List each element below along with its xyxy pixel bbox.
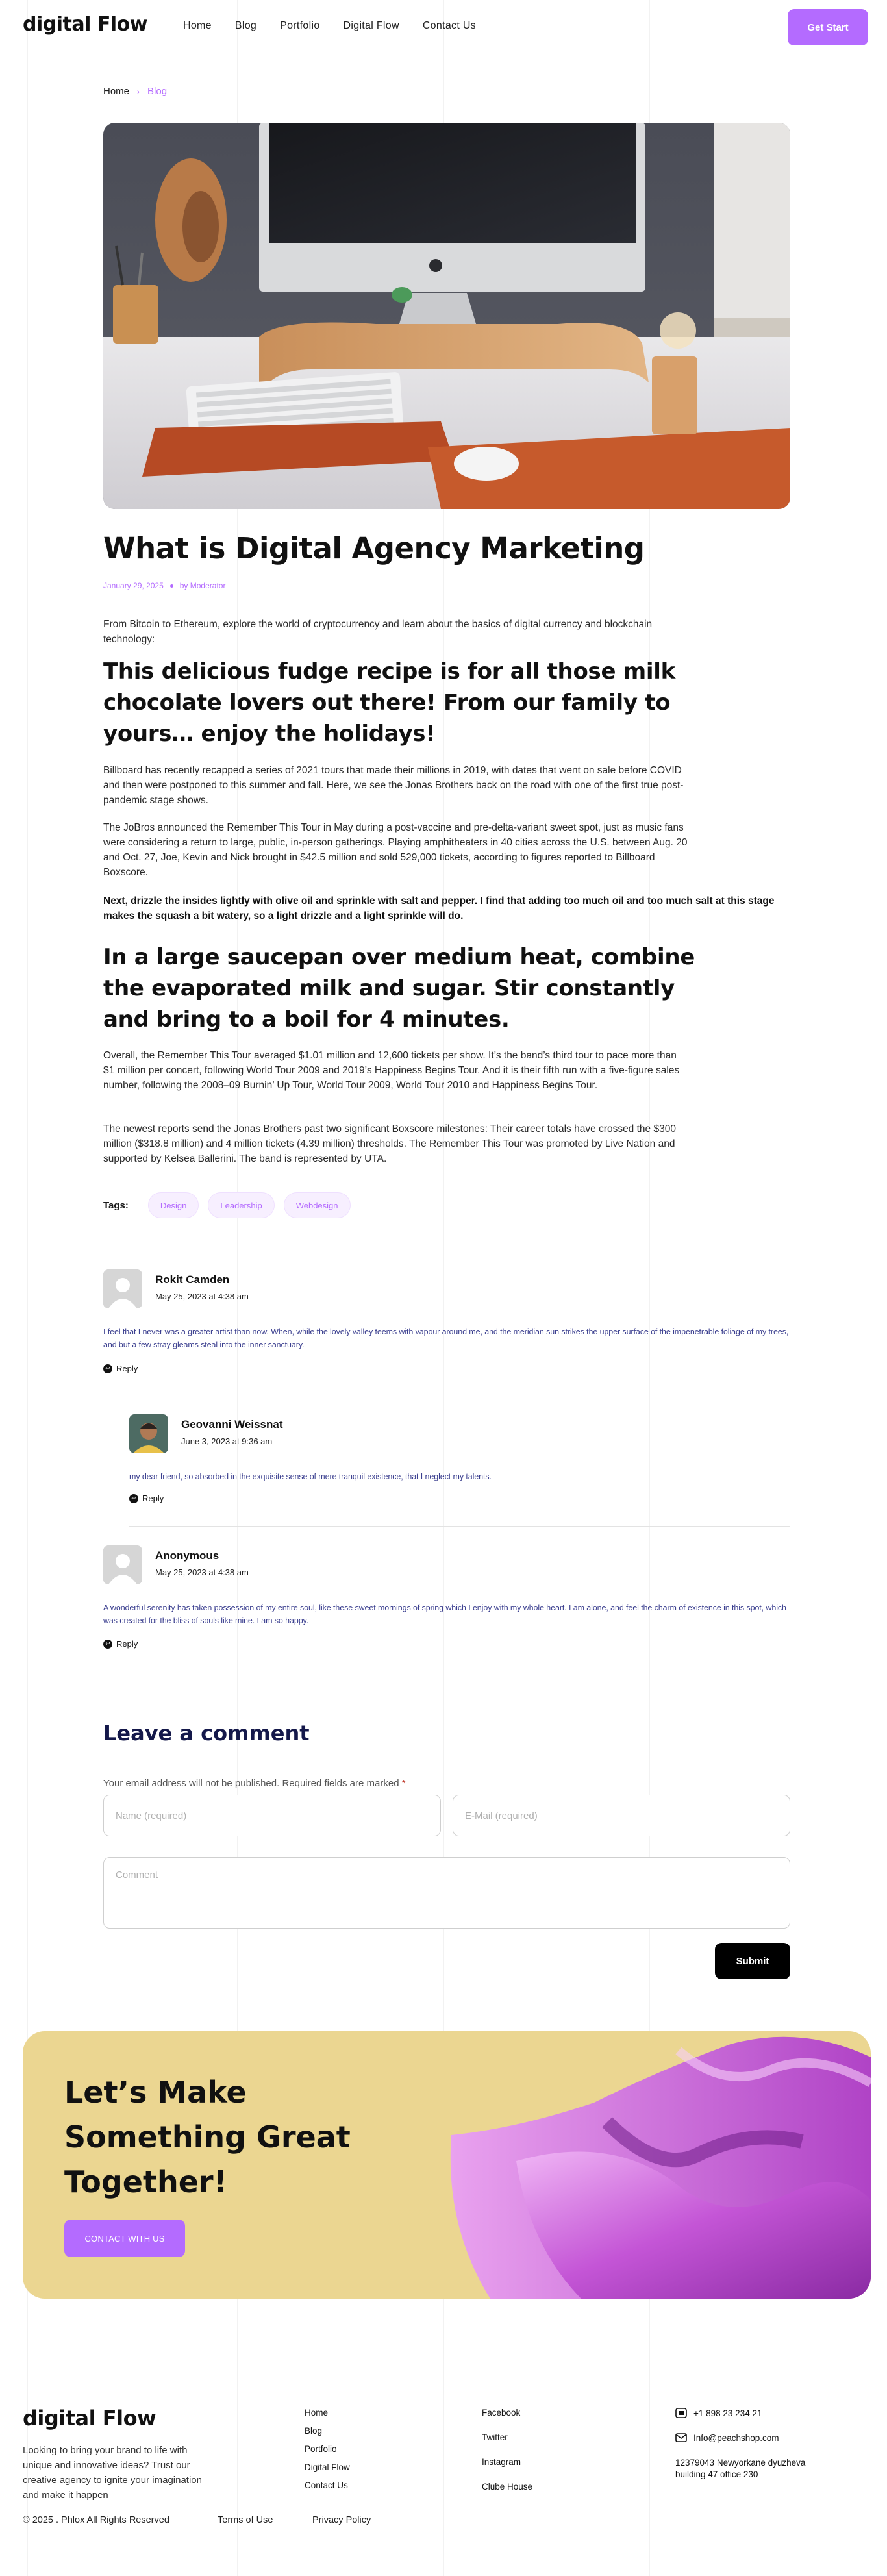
post-author[interactable]: by Moderator (179, 581, 226, 590)
nav-blog[interactable]: Blog (234, 20, 257, 31)
phone-text: +1 898 23 234 21 (693, 2408, 762, 2418)
footer-social-clubhouse[interactable]: Clube House (482, 2482, 533, 2492)
footer-social-twitter[interactable]: Twitter (482, 2432, 508, 2442)
tag-leadership[interactable]: Leadership (208, 1192, 274, 1218)
footer-link-home[interactable]: Home (305, 2408, 329, 2418)
comment-text: I feel that I never was a greater artist than now. When, while the lovely valley teems with vapour around me, and the meridian sun strikes the upper surface of the impenetrable foliage of my trees, and but a few stray gleams steal into the inner sanctuary. (103, 1327, 789, 1349)
email-input[interactable] (453, 1795, 790, 1836)
tag-design[interactable]: Design (148, 1192, 199, 1218)
avatar (103, 1269, 142, 1308)
desk-illustration (103, 123, 790, 509)
comment-date[interactable]: June 3, 2023 at 9:36 am (181, 1436, 273, 1446)
required-mark: * (401, 1778, 406, 1789)
chevron-right-icon: › (137, 86, 140, 96)
leave-comment-title: Leave a comment (103, 1721, 310, 1745)
footer-social-facebook[interactable]: Facebook (482, 2408, 521, 2418)
post-heading-2: In a large saucepan over medium heat, combine the evaporated milk and sugar. Stir constantly and bring to a boil for 4 minutes. (103, 944, 695, 1032)
get-start-button[interactable]: Get Start (788, 9, 868, 45)
reply-label: Reply (142, 1494, 164, 1503)
post-paragraph-1: Billboard has recently recapped a series of 2021 tours that made their millions in 2019, with dates that went on sale before COVID and then were postponed to this summer and fall. Here, we see the Jonas Brothers back on the road with one of the first true post-pandemic stage shows. (103, 765, 684, 806)
post-featured-image (103, 123, 790, 509)
post-title: What is Digital Agency Marketing (103, 531, 645, 566)
post-heading-1: This delicious fudge recipe is for all those milk chocolate lovers out there! From our family to yours… enjoy the holidays! (103, 658, 675, 747)
post-meta (103, 581, 225, 590)
contact-with-us-button[interactable]: CONTACT WITH US (64, 2220, 185, 2257)
footer-link-portfolio[interactable]: Portfolio (305, 2444, 337, 2454)
submit-button[interactable]: Submit (715, 1943, 790, 1979)
footer-phone[interactable] (675, 2408, 818, 2418)
post-paragraph-3: Overall, the Remember This Tour averaged $1.01 million and 12,600 tickets per show. It’s the band’s third tour to pace more than $1 million per concert, following World Tour 2009 and 2019’s Happiness Begins Tour. And it is their fifth run with a five-figure sales number, following the 2008–09 Burnin’ Up Tour, World Tour 2009, World Tour 2010 and Happiness Begins Tour. (103, 1050, 680, 1091)
phone-icon (675, 2408, 687, 2418)
logo[interactable]: digital Flow (23, 13, 147, 36)
nav-contact-us[interactable]: Contact Us (422, 20, 476, 31)
comment-date[interactable]: May 25, 2023 at 4:38 am (155, 1568, 249, 1577)
site-header (0, 0, 887, 55)
tags-label: Tags: (103, 1199, 129, 1211)
comment-textarea[interactable] (103, 1857, 790, 1929)
footer-address: 12379043 Newyorkane dyuzheva building 47 office 230 (675, 2458, 806, 2479)
post-bold-paragraph: Next, drizzle the insides lightly with olive oil and sprinkle with salt and pepper. I find that adding too much oil and too much salt at this stage makes the squash a bit watery, so a light drizzle and a light sprinkle will do. (103, 895, 775, 921)
footer-social-instagram[interactable]: Instagram (482, 2457, 521, 2467)
footer-social (482, 2408, 532, 2492)
avatar (103, 1545, 142, 1584)
copyright: © 2025 . Phlox All Rights Reserved (23, 2515, 169, 2525)
comment-author: Geovanni Weissnat (181, 1418, 283, 1431)
post-paragraph-4: The newest reports send the Jonas Brothers past two significant Boxscore milestones: Their career totals have crossed the $300 million ($318.8 million) and 4 million tickets (4.39 million) thresholds. The Remember This Tour was promoted by Live Nation and supported by Kelsea Ballerini. The band is represented by UTA. (103, 1123, 676, 1164)
comment-text: my dear friend, so absorbed in the exquisite sense of mere tranquil existence, that I neglect my talents. (129, 1472, 492, 1481)
email-text: Info@peachshop.com (693, 2432, 779, 2443)
footer-logo[interactable]: digital Flow (23, 2406, 156, 2431)
comment-date[interactable]: May 25, 2023 at 4:38 am (155, 1292, 249, 1301)
footer-link-digital-flow[interactable]: Digital Flow (305, 2462, 350, 2472)
mail-icon (675, 2432, 687, 2443)
nav-digital-flow[interactable]: Digital Flow (343, 20, 399, 31)
avatar (129, 1414, 168, 1453)
comment-divider (129, 1526, 790, 1527)
footer-description: Looking to bring your brand to life with unique and innovative ideas? Trust our creative agency to ignite your imagination and make it happen (23, 2445, 202, 2501)
reply-button[interactable] (103, 1364, 138, 1373)
nav-portfolio[interactable]: Portfolio (280, 20, 320, 31)
post-tags (103, 1192, 351, 1218)
comment-reply-item (129, 1414, 790, 1512)
main-nav (183, 20, 499, 32)
reply-label: Reply (116, 1364, 138, 1373)
meta-separator (170, 584, 173, 588)
reply-icon: ↩ (103, 1640, 112, 1649)
post-paragraph-2: The JoBros announced the Remember This Tour in May during a post-vaccine and pre-delta-variant sweet spot, just as music fans were considering a return to large, public, in-person gatherings. Playing amphitheaters in 40 cities across the U.S. between Aug. 20 and Oct. 27, Joe, Kevin and Nick brought in $42.5 million and sold 529,000 tickets, according to figures reported to Billboard Boxscore. (103, 822, 688, 878)
terms-link[interactable]: Terms of Use (218, 2515, 273, 2525)
note-text: Your email address will not be published. Required fields are marked (103, 1778, 399, 1789)
footer-link-blog[interactable]: Blog (305, 2426, 323, 2436)
nav-home[interactable]: Home (183, 20, 212, 31)
breadcrumb (103, 86, 167, 97)
breadcrumb-home[interactable]: Home (103, 86, 130, 97)
breadcrumb-current: Blog (147, 86, 168, 97)
reply-button[interactable] (129, 1494, 164, 1503)
cta-title: Let’s Make Something Great Together! (64, 2075, 351, 2199)
reply-icon: ↩ (103, 1364, 112, 1373)
name-input[interactable] (103, 1795, 441, 1836)
footer-link-contact-us[interactable]: Contact Us (305, 2481, 348, 2490)
privacy-link[interactable]: Privacy Policy (312, 2515, 371, 2525)
comment-author: Rokit Camden (155, 1273, 230, 1286)
footer-email[interactable] (675, 2432, 818, 2443)
reply-icon: ↩ (129, 1494, 138, 1503)
comment-item (103, 1545, 790, 1656)
comment-item (103, 1269, 790, 1380)
footer-links (305, 2408, 350, 2490)
comment-text: A wonderful serenity has taken possession of my entire soul, like these sweet mornings of spring which I enjoy with my whole heart. I am alone, and feel the charm of existence in this spot, which was created for the bliss of souls like mine. I am so happy. (103, 1603, 786, 1625)
cta-banner (23, 2031, 871, 2299)
post-intro: From Bitcoin to Ethereum, explore the world of cryptocurrency and learn about the basics of digital currency and blockchain technology: (103, 619, 653, 645)
comment-author: Anonymous (155, 1549, 219, 1562)
footer-contact (675, 2408, 818, 2481)
leave-comment-note (103, 1778, 406, 1789)
reply-button[interactable] (103, 1639, 138, 1649)
reply-label: Reply (116, 1639, 138, 1649)
post-date[interactable]: January 29, 2025 (103, 581, 164, 590)
tag-webdesign[interactable]: Webdesign (284, 1192, 351, 1218)
